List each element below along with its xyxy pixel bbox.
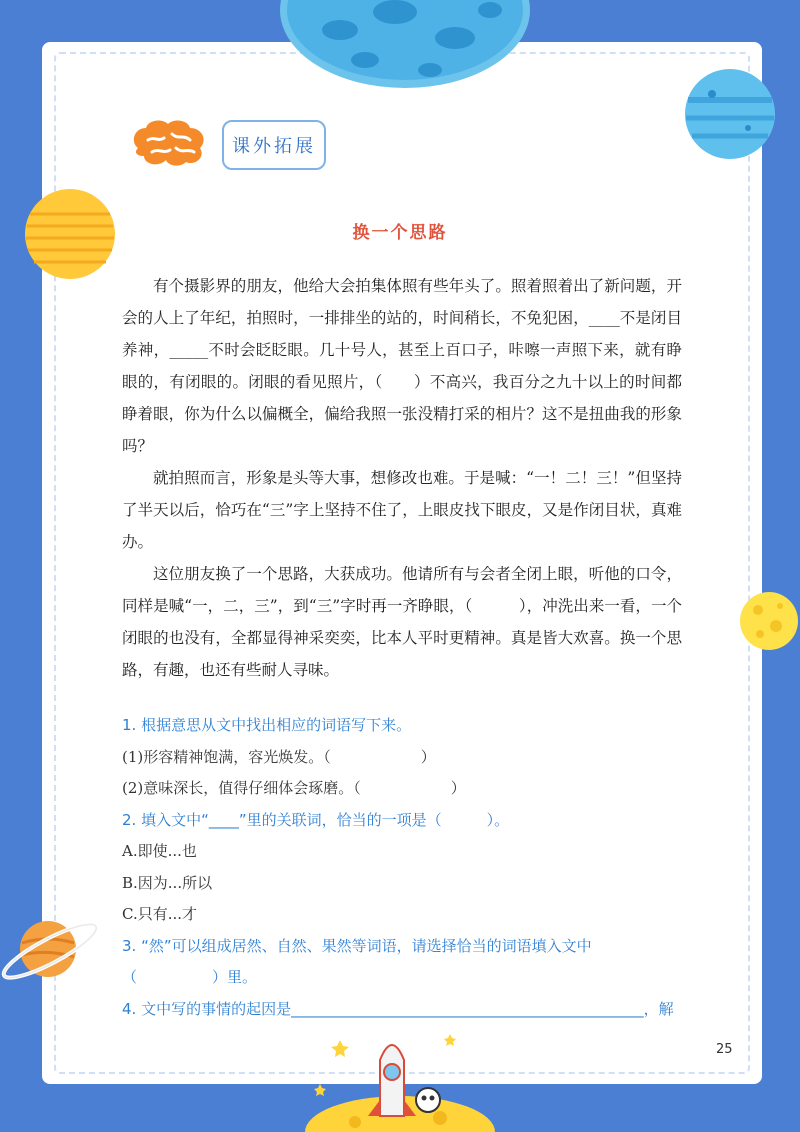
passage-body	[122, 270, 682, 686]
question-1: 1. 根据意思从文中找出相应的词语写下来。	[122, 716, 412, 734]
saturn-icon	[0, 905, 110, 995]
question-2-option-b: B.因为...所以	[122, 873, 213, 892]
section-tag: 课外拓展	[222, 120, 326, 170]
page-number: 25	[716, 1042, 733, 1057]
question-4: 4. 文中写的事情的起因是_______________________________________________，解	[122, 999, 674, 1018]
question-1-item-a: (1)形容精神饱满，容光焕发。（ ）	[122, 747, 436, 766]
question-3-line-2: （ ）里。	[122, 968, 258, 986]
moon-icon	[738, 590, 800, 652]
paragraph: 这位朋友换了一个思路，大获成功。他请所有与会者全闭上眼，听他的口令，同样是喊“一，二，三”，到“三”字时再一齐睁眼，（ ），冲洗出来一看，一个闭眼的也没有，全都显得神采奕奕，比本人平时更精神。真是皆大欢喜。换一个思路，有趣，也还有些耐人寻味。	[122, 565, 682, 679]
question-3-line-1: 3. “然”可以组成居然、自然、果然等词语，请选择恰当的词语填入文中	[122, 936, 592, 955]
blue-planet-icon	[682, 66, 778, 162]
question-2-option-a: A.即使...也	[122, 842, 197, 860]
questions-section	[122, 710, 687, 1025]
top-planet-icon	[270, 0, 540, 95]
question-2: 2. 填入文中“____”里的关联词，恰当的一项是（ ）。	[122, 810, 510, 829]
rocket-scene-icon	[300, 1020, 500, 1132]
question-1-item-b: (2)意味深长，值得仔细体会琢磨。（ ）	[122, 779, 466, 797]
question-2-option-c: C.只有...才	[122, 905, 198, 923]
passage-title: 换一个思路	[352, 223, 448, 243]
brain-icon	[128, 118, 210, 168]
paragraph: 就拍照而言，形象是头等大事，想修改也难。于是喊：“一！二！三！”但坚持了半天以后，恰巧在“三”字上坚持不住了，上眼皮找下眼皮，又是作闭目状，真难办。	[122, 469, 682, 551]
paragraph: 有个摄影界的朋友，他给大会拍集体照有些年头了。照着照着出了新问题，开会的人上了年纪，拍照时，一排排坐的站的，时间稍长，不免犯困，____不是闭目养神，_____不时会眨眨眼。几十号人，甚至上百口子，咔嚓一声照下来，就有睁眼的，有闭眼的。闭眼的看见照片，（ ）不高兴，我百分之九十以上的时间都睁着眼，你为什么以偏概全，偏给我照一张没精打采的相片？这不是扭曲我的形象吗？	[122, 277, 682, 455]
